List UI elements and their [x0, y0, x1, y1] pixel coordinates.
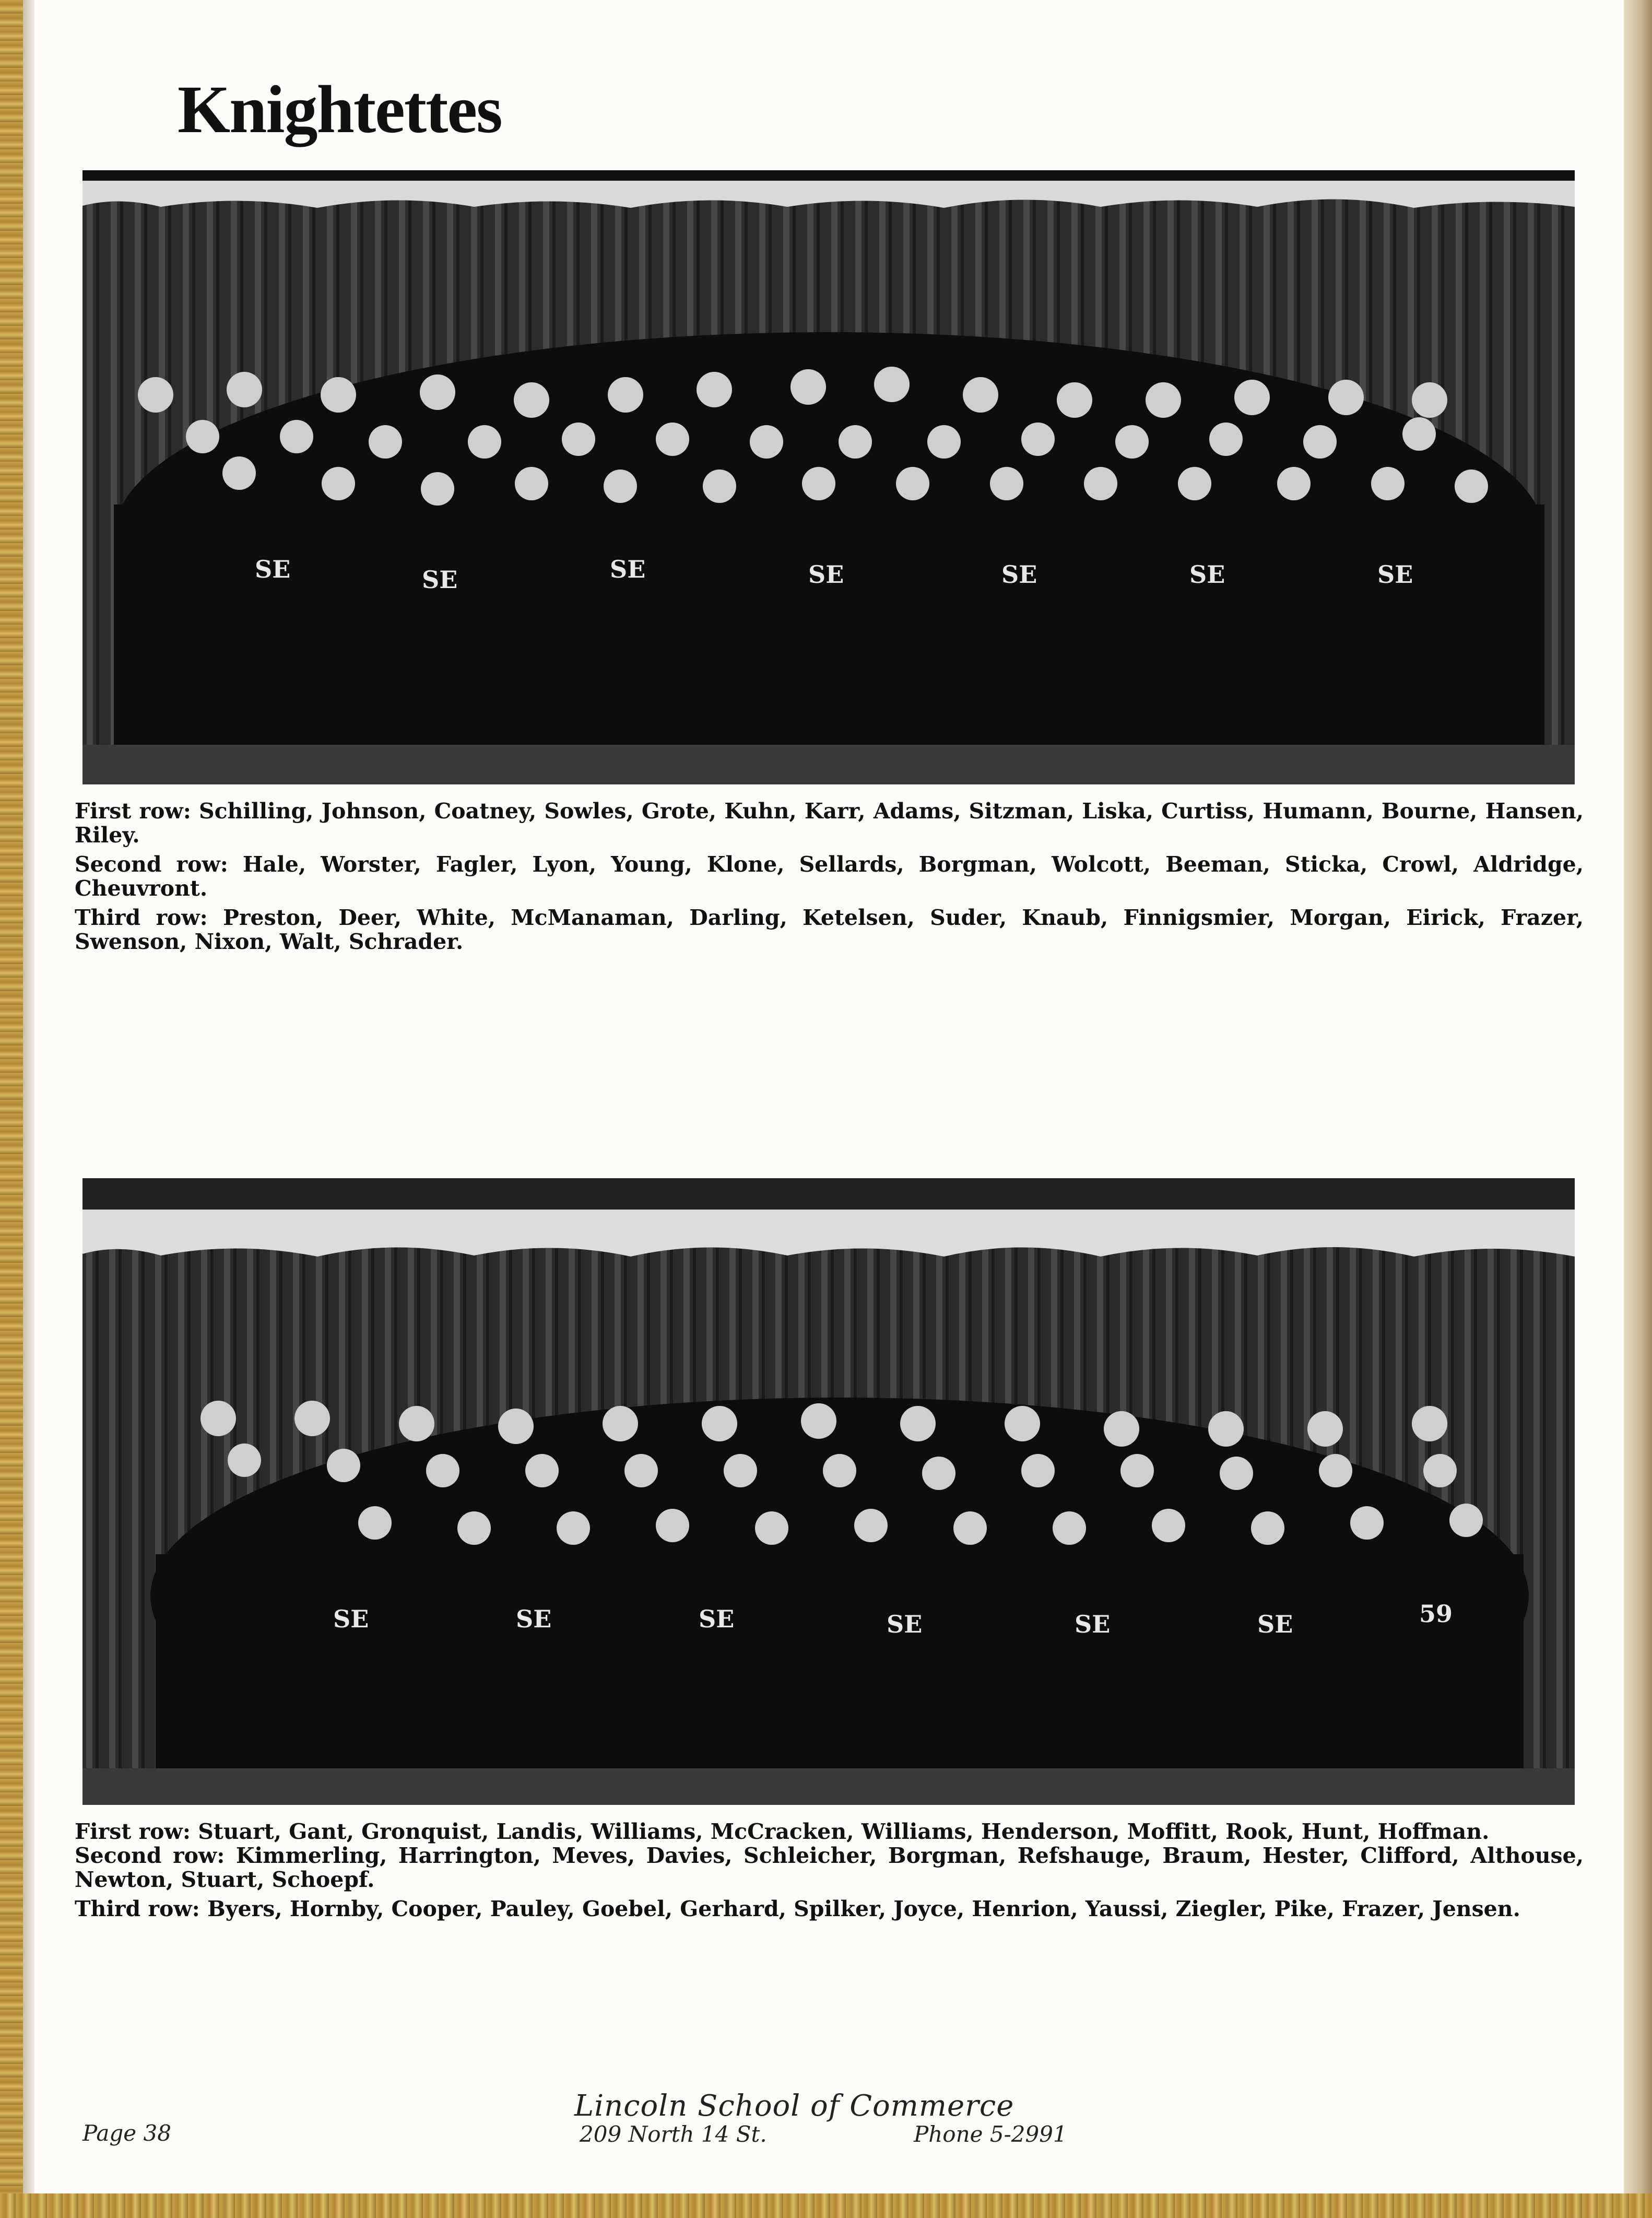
photo-caption-1	[75, 799, 1584, 954]
svg-text:SE: SE	[1189, 560, 1225, 589]
svg-text:SE: SE	[699, 1605, 735, 1633]
svg-text:SE: SE	[516, 1605, 552, 1633]
svg-text:SE: SE	[422, 566, 458, 594]
page-title: Knightettes	[178, 72, 502, 147]
svg-text:59: 59	[1419, 1600, 1453, 1628]
book-binding-left	[0, 0, 23, 2218]
caption-2-third-row: Third row: Byers, Hornby, Cooper, Pauley, Goebel, Gerhard, Spilker, Joyce, Henrion, Yaussi, Ziegler, Pike, Frazer, Jensen.	[75, 1896, 1520, 1921]
book-binding-bottom	[0, 2193, 1652, 2218]
footer-phone: Phone 5-2991	[914, 2121, 1067, 2147]
caption-1-second-row: Second row: Hale, Worster, Fagler, Lyon, Young, Klone, Sellards, Borgman, Wolcott, Beeman, Sticka, Crowl, Aldridge, Cheuvront.	[75, 852, 1584, 901]
caption-2-second-row: Second row: Kimmerling, Harrington, Meves, Davies, Schleicher, Borgman, Refshauge, Braum, Hester, Clifford, Althouse, Newton, Stuart, Schoepf.	[75, 1843, 1584, 1892]
svg-text:SE: SE	[255, 555, 291, 583]
photo-caption-2	[75, 1820, 1584, 1921]
page-gutter	[23, 0, 34, 2193]
group-photo-2	[82, 1178, 1575, 1805]
group-photo-1	[82, 170, 1575, 784]
svg-text:SE: SE	[1075, 1610, 1111, 1638]
book-binding-right	[1624, 0, 1652, 2218]
page-number: Page 38	[82, 2120, 171, 2146]
svg-text:SE: SE	[333, 1605, 369, 1633]
footer-address: 209 North 14 St.	[580, 2121, 767, 2147]
svg-text:SE: SE	[1001, 560, 1037, 589]
svg-text:SE: SE	[610, 555, 646, 583]
footer-school-name: Lincoln School of Commerce	[574, 2089, 1014, 2123]
svg-text:SE: SE	[1377, 560, 1413, 589]
svg-text:SE: SE	[1257, 1610, 1293, 1638]
svg-text:SE: SE	[808, 560, 844, 589]
svg-text:SE: SE	[887, 1610, 923, 1638]
caption-1-first-row: First row: Schilling, Johnson, Coatney, Sowles, Grote, Kuhn, Karr, Adams, Sitzman, Liska, Curtiss, Humann, Bourne, Hansen, Riley.	[75, 799, 1584, 848]
caption-2-first-row: First row: Stuart, Gant, Gronquist, Landis, Williams, McCracken, Williams, Henderson, Moffitt, Rook, Hunt, Hoffman.	[75, 1819, 1490, 1844]
caption-1-third-row: Third row: Preston, Deer, White, McManaman, Darling, Ketelsen, Suder, Knaub, Finnigsmier, Morgan, Eirick, Frazer, Swenson, Nixon, Walt, Schrader.	[75, 905, 1584, 954]
